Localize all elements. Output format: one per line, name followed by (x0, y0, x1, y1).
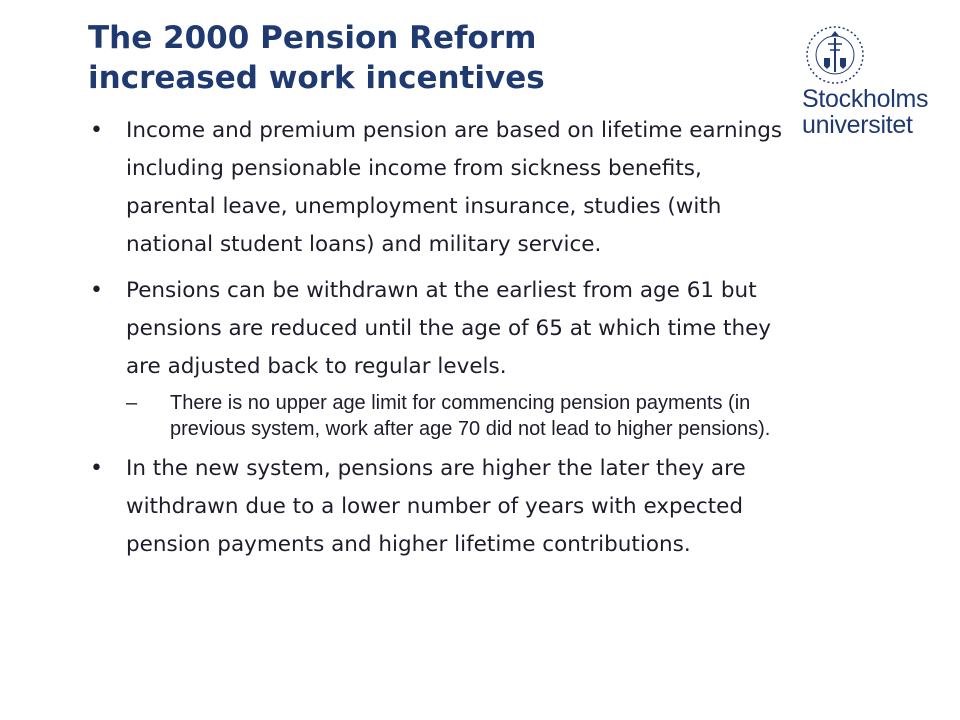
bullet-text: Income and premium pension are based on lifetime earnings including pensionable income from sickness benefits, parental leave, unemployment insurance, studies (with national student loans) and military service. (126, 118, 783, 257)
bullet-dot-icon: • (90, 278, 103, 303)
bullet-text: In the new system, pensions are higher the later they are withdrawn due to a lower number of years with expected pension payments and higher lifetime contributions. (126, 456, 746, 557)
bullet-dot-icon: • (90, 118, 103, 143)
bullet-item (88, 272, 788, 442)
bullet-dot-icon: • (90, 456, 103, 481)
slide-title-line-1: The 2000 Pension Reform (88, 20, 537, 56)
university-name-line-1: Stockholms (802, 85, 929, 113)
bullet-item (88, 112, 788, 264)
bullet-item (88, 450, 788, 564)
slide-title (88, 18, 748, 98)
sub-bullet-item (126, 390, 788, 442)
university-seal-icon (800, 24, 870, 86)
slide-body (88, 112, 788, 572)
bullet-text: Pensions can be withdrawn at the earliest from age 61 but pensions are reduced until the age of 65 at which time they are adjusted back to regular levels. (126, 278, 772, 379)
dash-icon: – (126, 392, 138, 414)
university-logo (800, 24, 930, 139)
sub-bullet-text: There is no upper age limit for commencing pension payments (in previous system, work after age 70 did not lead to higher pensions). (170, 392, 771, 440)
sub-bullet-list (126, 390, 788, 442)
university-name (802, 86, 928, 138)
bullet-list (88, 112, 788, 564)
slide-title-line-2: increased work incentives (88, 60, 545, 96)
university-name-line-2: universitet (802, 111, 913, 139)
